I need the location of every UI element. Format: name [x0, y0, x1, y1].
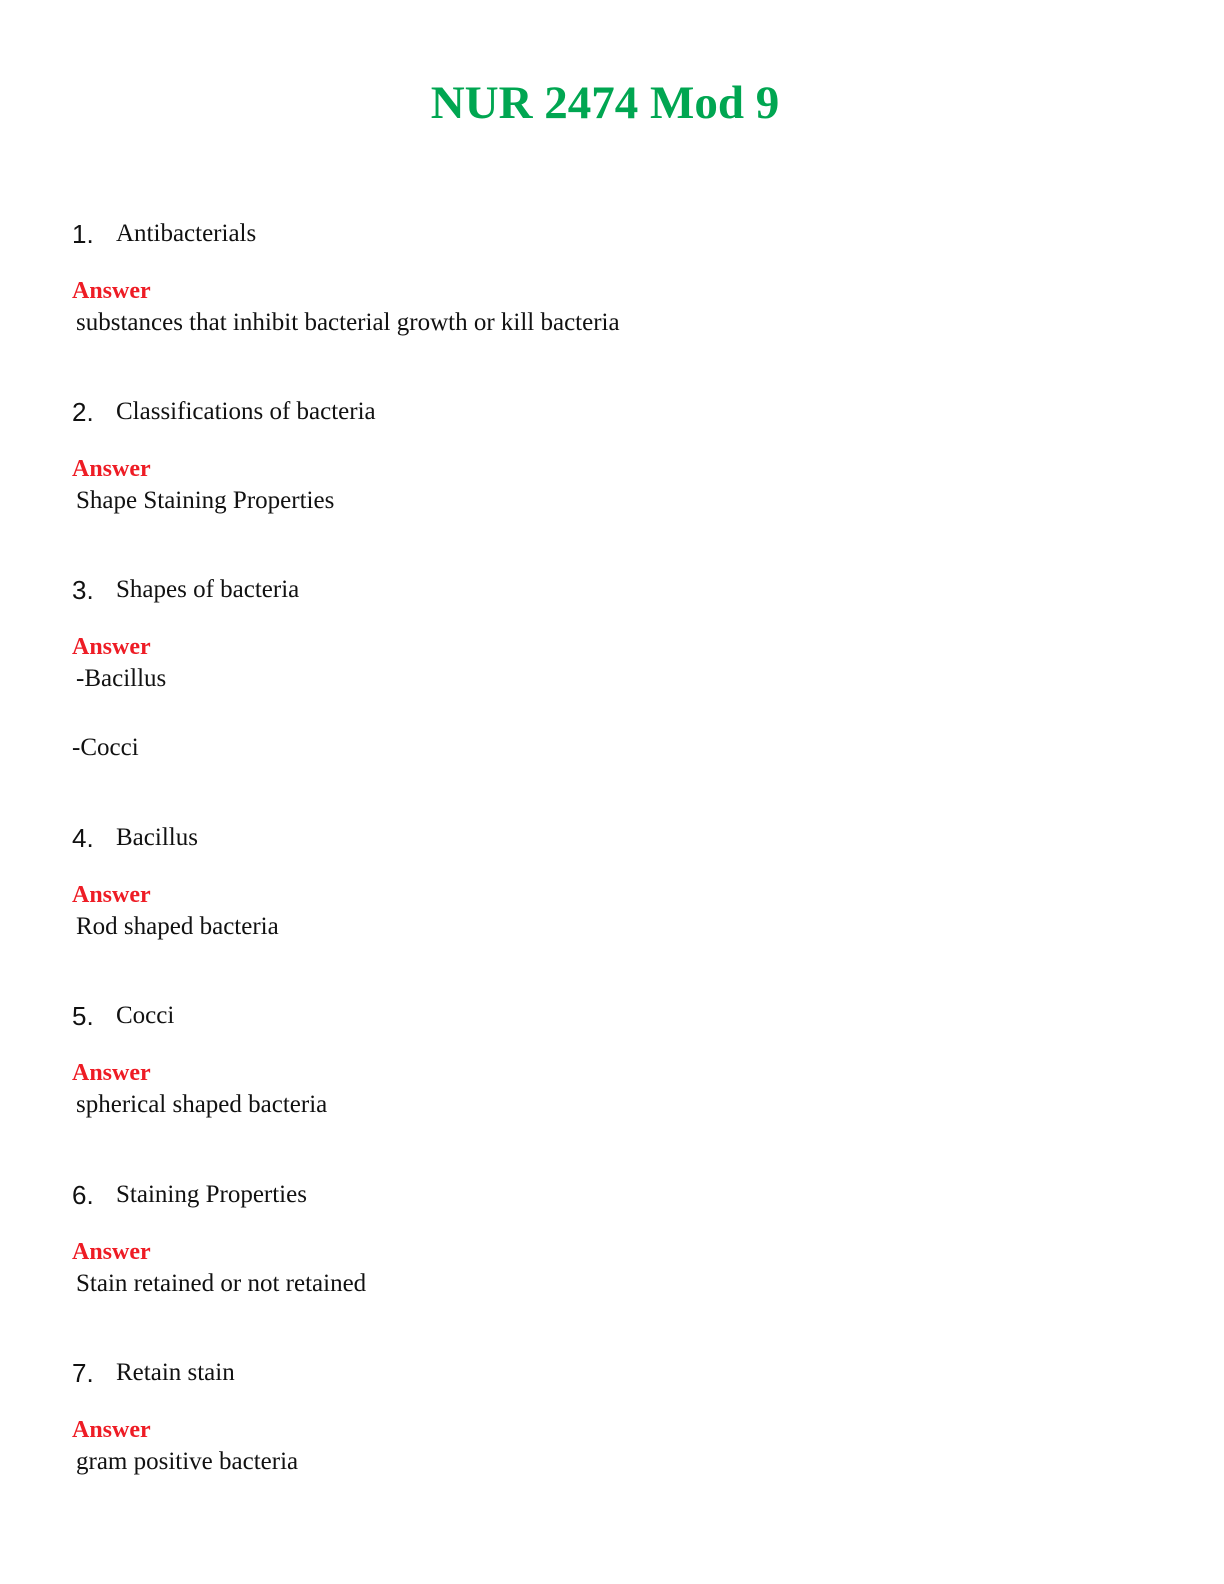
- qa-item: [72, 214, 1152, 340]
- answer-text: gram positive bacteria: [76, 1448, 299, 1475]
- answer-label: Answer: [72, 278, 151, 304]
- question-number: 1.: [72, 219, 94, 249]
- page-title: NUR 2474 Mod 9: [430, 77, 780, 129]
- question-text: Shapes of bacteria: [116, 576, 300, 603]
- qa-item: [72, 1353, 1152, 1479]
- answer-text: substances that inhibit bacterial growth or kill bacteria: [76, 309, 620, 336]
- answer-text: -Bacillus: [76, 665, 167, 692]
- question-text: Antibacterials: [116, 220, 257, 247]
- question: [72, 392, 1152, 432]
- question: [72, 214, 1152, 254]
- answer-text: spherical shaped bacteria: [76, 1091, 328, 1118]
- answer-label: Answer: [72, 1239, 151, 1265]
- question: [72, 1353, 1152, 1393]
- answer-label: Answer: [72, 634, 151, 660]
- question: [72, 570, 1152, 610]
- question-number: 5.: [72, 1001, 94, 1031]
- answer-label: Answer: [72, 1060, 151, 1086]
- question: [72, 996, 1152, 1036]
- question-text: Cocci: [116, 1002, 175, 1029]
- qa-item: [72, 818, 1152, 944]
- answer-label: Answer: [72, 456, 151, 482]
- question: [72, 1175, 1152, 1215]
- question-number: 2.: [72, 397, 94, 427]
- answer-text: Stain retained or not retained: [76, 1270, 367, 1297]
- qa-item: [72, 570, 1152, 765]
- question-text: Bacillus: [116, 824, 198, 851]
- question-number: 3.: [72, 575, 94, 605]
- answer-text: Rod shaped bacteria: [76, 913, 279, 940]
- question-number: 6.: [72, 1180, 94, 1210]
- question: [72, 818, 1152, 858]
- answer-label: Answer: [72, 882, 151, 908]
- answer-label: Answer: [72, 1417, 151, 1443]
- qa-item: [72, 1175, 1152, 1301]
- answer-text: Shape Staining Properties: [76, 487, 335, 514]
- question-text: Staining Properties: [116, 1181, 307, 1208]
- question-number: 4.: [72, 823, 94, 853]
- question-number: 7.: [72, 1358, 94, 1388]
- question-text: Classifications of bacteria: [116, 398, 376, 425]
- qa-item: [72, 392, 1152, 518]
- qa-item: [72, 996, 1152, 1122]
- question-text: Retain stain: [116, 1359, 235, 1386]
- answer-text-continued: -Cocci: [72, 734, 139, 761]
